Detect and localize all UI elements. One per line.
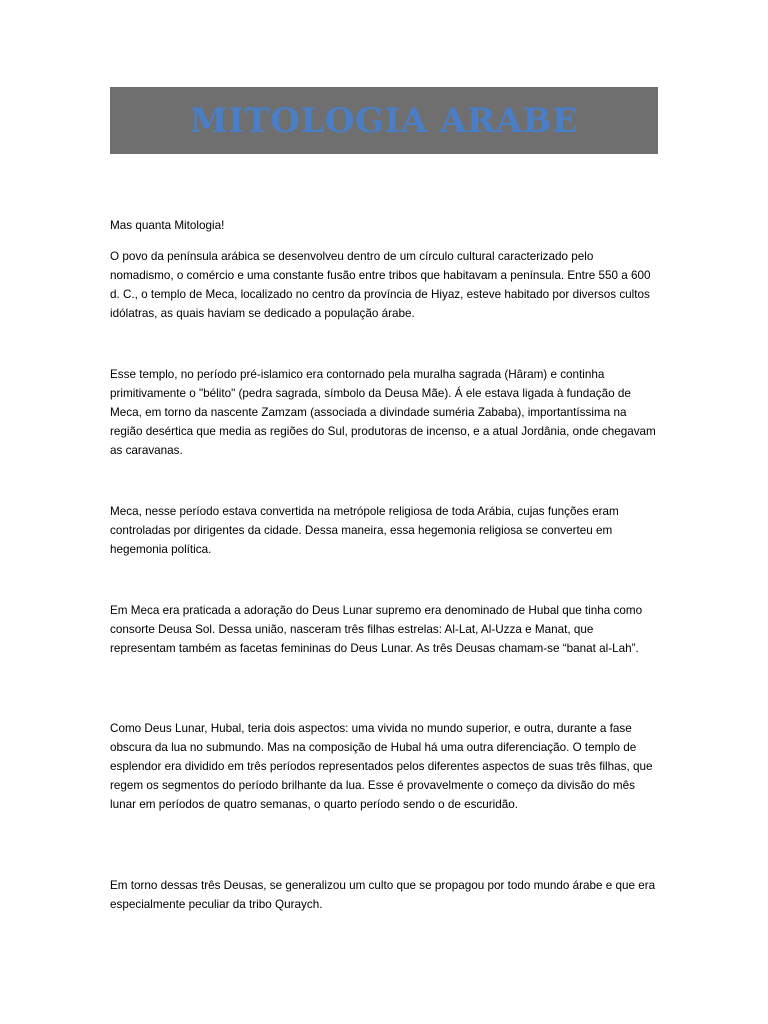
paragraph-6: Em torno dessas três Deusas, se generalizou um culto que se propagou por todo mundo árabe e que era especialmente peculiar da tribo Quraych. [110,879,656,911]
paragraph-5: Como Deus Lunar, Hubal, teria dois aspectos: uma vivida no mundo superior, e outra, durante a fase obscura da lua no submundo. Mas na composição de Hubal há uma outra diferenciação. O templo de esplendor era dividido em três períodos representados pelos diferentes aspectos de suas três filhas, que regem os segmentos do período brilhante da lua. Esse é provavelmente o começo da divisão do mês lunar em períodos de quatro semanas, o quarto período sendo o de escuridão. [110,722,653,811]
paragraph-1: O povo da península arábica se desenvolveu dentro de um círculo cultural caracterizado pelo nomadismo, o comércio e uma constante fusão entre tribos que habitavam a península. Entre 550 a 600 d. C., o templo de Meca, localizado no centro da província de Hiyaz, esteve habitado por diversos cultos idólatras, as quais haviam se dedicado a população árabe. [110,250,651,320]
paragraph-3: Meca, nesse período estava convertida na metrópole religiosa de toda Arábia, cujas funções eram controladas por dirigentes da cidade. Dessa maneira, essa hegemonia religiosa se converteu em hegemonia política. [110,505,619,556]
title-banner [110,87,658,154]
intro-line: Mas quanta Mitologia! [110,219,225,232]
paragraph-4: Em Meca era praticada a adoração do Deus Lunar supremo era denominado de Hubal que tinha como consorte Deusa Sol. Dessa união, nasceram três filhas estrelas: Al-Lat, Al-Uzza e Manat, que representam também as facetas femininas do Deus Lunar. As três Deusas chamam-se “banat al-Lah”. [110,604,643,655]
paragraph-2: Esse templo, no período pré-islamico era contornado pela muralha sagrada (Hâram) e continha primitivamente o "bélito" (pedra sagrada, símbolo da Deusa Mãe). Á ele estava ligada à fundação de Meca, em torno da nascente Zamzam (associada a divindade suméria Zababa), importantíssima na região desértica que media as regiões do Sul, produtoras de incenso, e a atual Jordânia, onde chegavam as caravanas. [110,368,656,457]
document-title: MITOLOGIA ARABE [189,100,579,141]
